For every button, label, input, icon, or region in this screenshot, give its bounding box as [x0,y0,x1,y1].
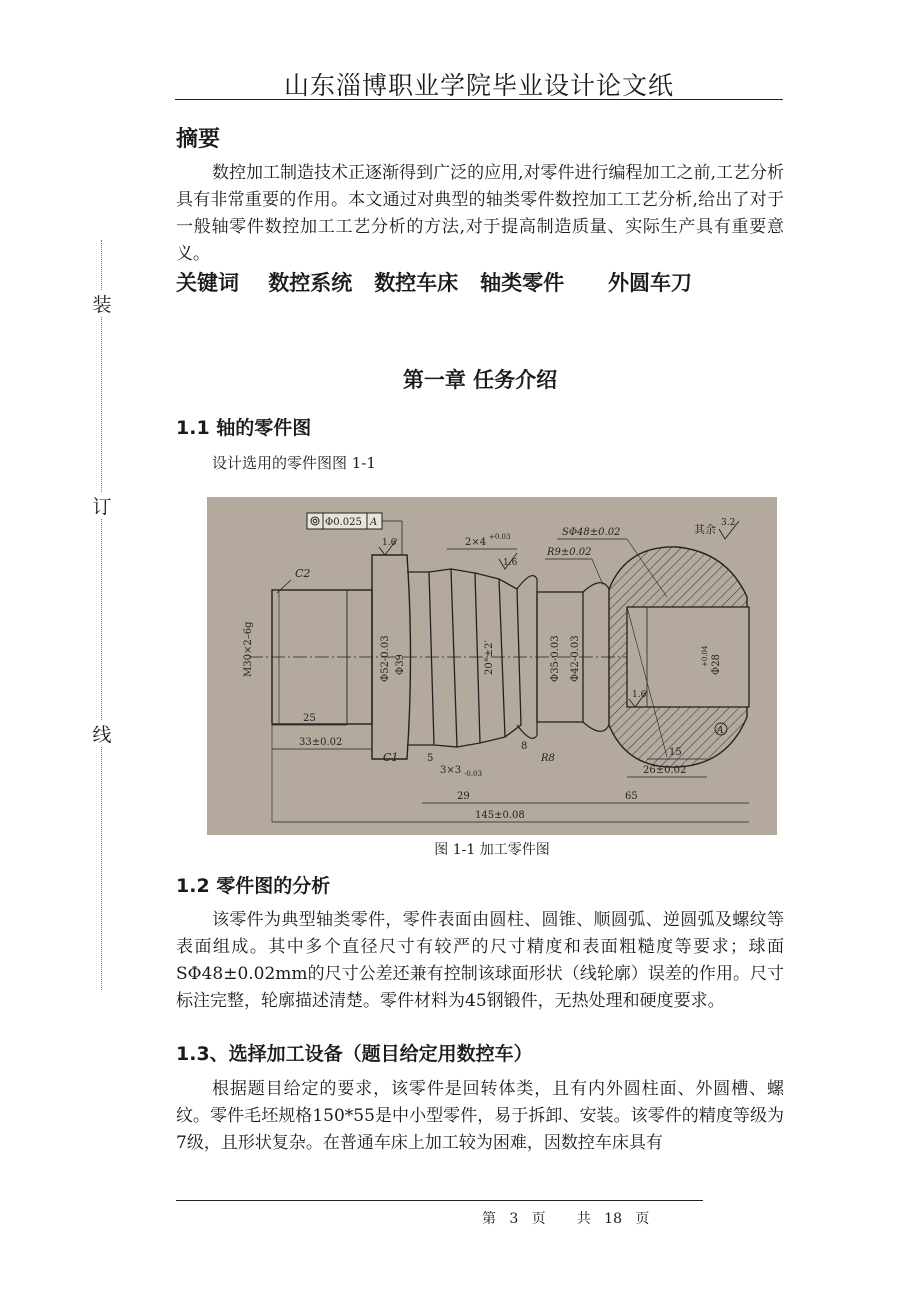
abstract-text: 数控加工制造技术正逐渐得到广泛的应用,对零件进行编程加工之前,工艺分析具有非常重要的作用。本文通过对典型的轴类零件数控加工工艺分析,给出了对于一般轴零件数控加工工艺分析的方法,对于提高制造质量、实际生产具有重要意义。 [176,163,784,264]
dim-65: 65 [625,791,638,802]
keyword-2: 数控车床 [374,271,459,295]
section-1-3-block [176,1076,784,1157]
roughness-3: 1.6 [632,690,647,700]
chamfer-c1: C1 [383,751,399,764]
chamfer-c2: C2 [295,567,311,580]
footer-page-label-1: 第 [482,1211,496,1227]
roughness-1: 1.6 [382,538,397,548]
keyword-1: 数控系统 [268,271,353,295]
footer-total-label-2: 页 [635,1211,650,1227]
roughness-other-value: 3.2 [721,518,736,528]
section-1-2-heading: 1.2 零件图的分析 [176,875,331,897]
tolerance-datum: A [370,517,378,528]
abstract-heading: 摘要 [176,127,221,152]
footer-total-pages: 18 [604,1211,622,1227]
binding-char-zhuang: 装 [90,290,114,317]
dim-3x3: 3×3 [440,765,462,776]
r9-label: R9±0.02 [547,547,592,558]
page-footer [482,1208,649,1228]
dia-52-label: Φ52-0.03 [380,635,391,682]
part-drawing-figure [207,497,777,835]
section-1-3-heading: 1.3、选择加工设备（题目给定用数控车） [176,1043,533,1065]
keyword-4: 外圆车刀 [608,271,692,295]
thread-label: M30×2–6g [243,621,254,677]
footer-total-label-1: 共 [576,1211,591,1227]
part-drawing [207,497,777,835]
tolerance-value: Φ0.025 [325,517,362,528]
section-1-1-heading: 1.1 轴的零件图 [176,417,312,439]
dim-33: 33±0.02 [299,737,343,748]
figure-intro: 设计选用的零件图图 1-1 [212,454,376,472]
sphere-label: SΦ48±0.02 [562,527,621,538]
dim-15: 15 [669,747,682,758]
footer-page-number: 3 [509,1211,519,1227]
header-title: 山东淄博职业学院毕业设计论文纸 [283,71,674,100]
section-1-2-text: 该零件为典型轴类零件，零件表面由圆柱、圆锥、顺圆弧、逆圆弧及螺纹等表面组成。其中多个直径尺寸有较严的尺寸精度和表面粗糙度等要求；球面SΦ48±0.02mm的尺寸公差还兼有控制该球面形状（线轮廓）误差的作用。尺寸标注完整，轮廓描述清楚。零件材料为45钢锻件，无热处理和硬度要求。 [176,910,784,1011]
cone-grooves [407,569,521,747]
dim-29: 29 [457,791,470,802]
chapter-title: 第一章 任务介绍 [402,368,558,392]
binding-char-ding: 订 [90,492,114,519]
angle-label: 20°±2′ [484,640,495,675]
abstract-text-block [176,160,784,268]
footer-page-label-2: 页 [531,1211,546,1227]
dim-3x3-tol: -0.03 [464,770,482,778]
r8-label: R8 [541,753,555,764]
keyword-3: 轴类零件 [480,271,565,295]
grooves-label: 2×4 [465,537,487,548]
footer-rule [176,1200,703,1201]
dim-145: 145±0.08 [475,810,525,821]
binding-line [101,240,102,990]
roughness-other-label: 其余 [694,523,716,536]
dia-28-tol: +0.04 [701,645,709,667]
header-rule [175,99,783,100]
dim-8: 8 [521,741,528,752]
dia-35-label: Φ35-0.03 [550,635,561,682]
figure-caption: 图 1-1 加工零件图 [434,842,550,858]
datum-a: A [717,726,724,736]
roughness-2: 1.6 [503,558,518,568]
keywords-line [176,267,796,297]
section-1-2-block [176,907,784,1015]
dim-5: 5 [427,753,434,764]
dim-25: 25 [303,713,316,724]
dia-39-label: Φ39 [395,654,406,675]
keywords-label: 关键词 [176,271,239,295]
dia-28-label: Φ28 [711,654,722,675]
grooves-tol: +0.03 [489,533,511,541]
dim-26: 26±0.02 [643,765,687,776]
dia-42-label: Φ42-0.03 [570,635,581,682]
binding-char-xian: 线 [90,720,114,747]
section-1-3-text: 根据题目给定的要求，该零件是回转体类，且有内外圆柱面、外圆槽、螺纹。零件毛坯规格150*55是中小型零件，易于拆卸、安装。该零件的精度等级为7级，且形状复杂。在普通车床上加工较为困难，因数控车床具有 [176,1079,784,1153]
